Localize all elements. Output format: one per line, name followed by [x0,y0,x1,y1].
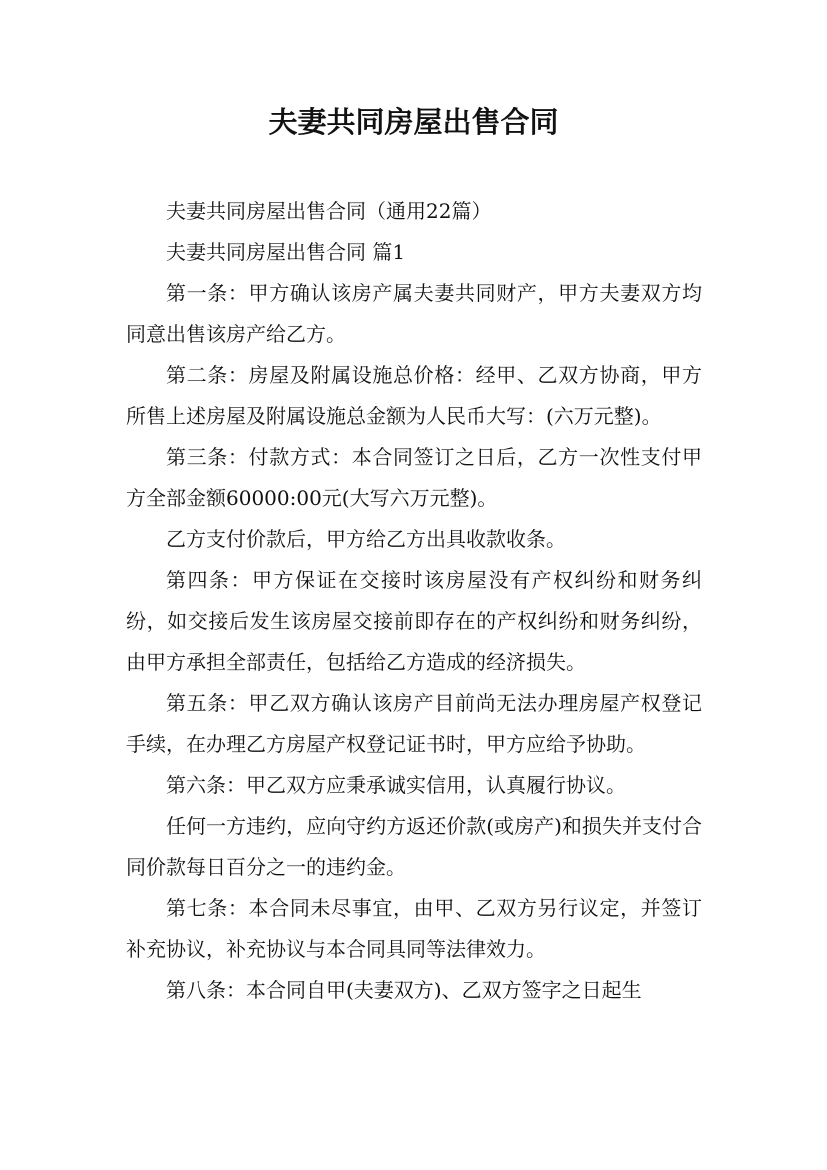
paragraph: 第五条：甲乙双方确认该房产目前尚无法办理房屋产权登记手续，在办理乙方房屋产权登记证书时，甲方应给予协助。 [126,691,702,756]
paragraph: 第二条：房屋及附属设施总价格：经甲、乙双方协商，甲方所售上述房屋及附属设施总金额为人民币大写：(六万元整)。 [126,363,702,428]
paragraph: 夫妻共同房屋出售合同 篇1 [166,240,406,264]
paragraph: 第三条：付款方式：本合同签订之日后，乙方一次性支付甲方全部金额60000:00元(大写六万元整)。 [126,445,702,510]
paragraph: 第一条：甲方确认该房产属夫妻共同财产，甲方夫妻双方均同意出售该房产给乙方。 [126,281,702,346]
paragraph: 任何一方违约，应向守约方返还价款(或房产)和损失并支付合同价款每日百分之一的违约金。 [126,814,702,879]
paragraph: 第六条：甲乙双方应秉承诚实信用，认真履行协议。 [166,773,626,797]
document-title: 夫妻共同房屋出售合同 [268,105,559,139]
paragraph: 第四条：甲方保证在交接时该房屋没有产权纠纷和财务纠纷，如交接后发生该房屋交接前即存在的产权纠纷和财务纠纷，由甲方承担全部责任，包括给乙方造成的经济损失。 [126,568,702,674]
paragraph: 第八条：本合同自甲(夫妻双方)、乙双方签字之日起生 [166,978,642,1002]
paragraph: 第七条：本合同未尽事宜，由甲、乙双方另行议定，并签订补充协议，补充协议与本合同具同等法律效力。 [126,896,702,961]
document-body [126,191,702,1011]
paragraph: 乙方支付价款后，甲方给乙方出具收款收条。 [166,527,566,551]
paragraph: 夫妻共同房屋出售合同（通用22篇） [166,199,492,223]
